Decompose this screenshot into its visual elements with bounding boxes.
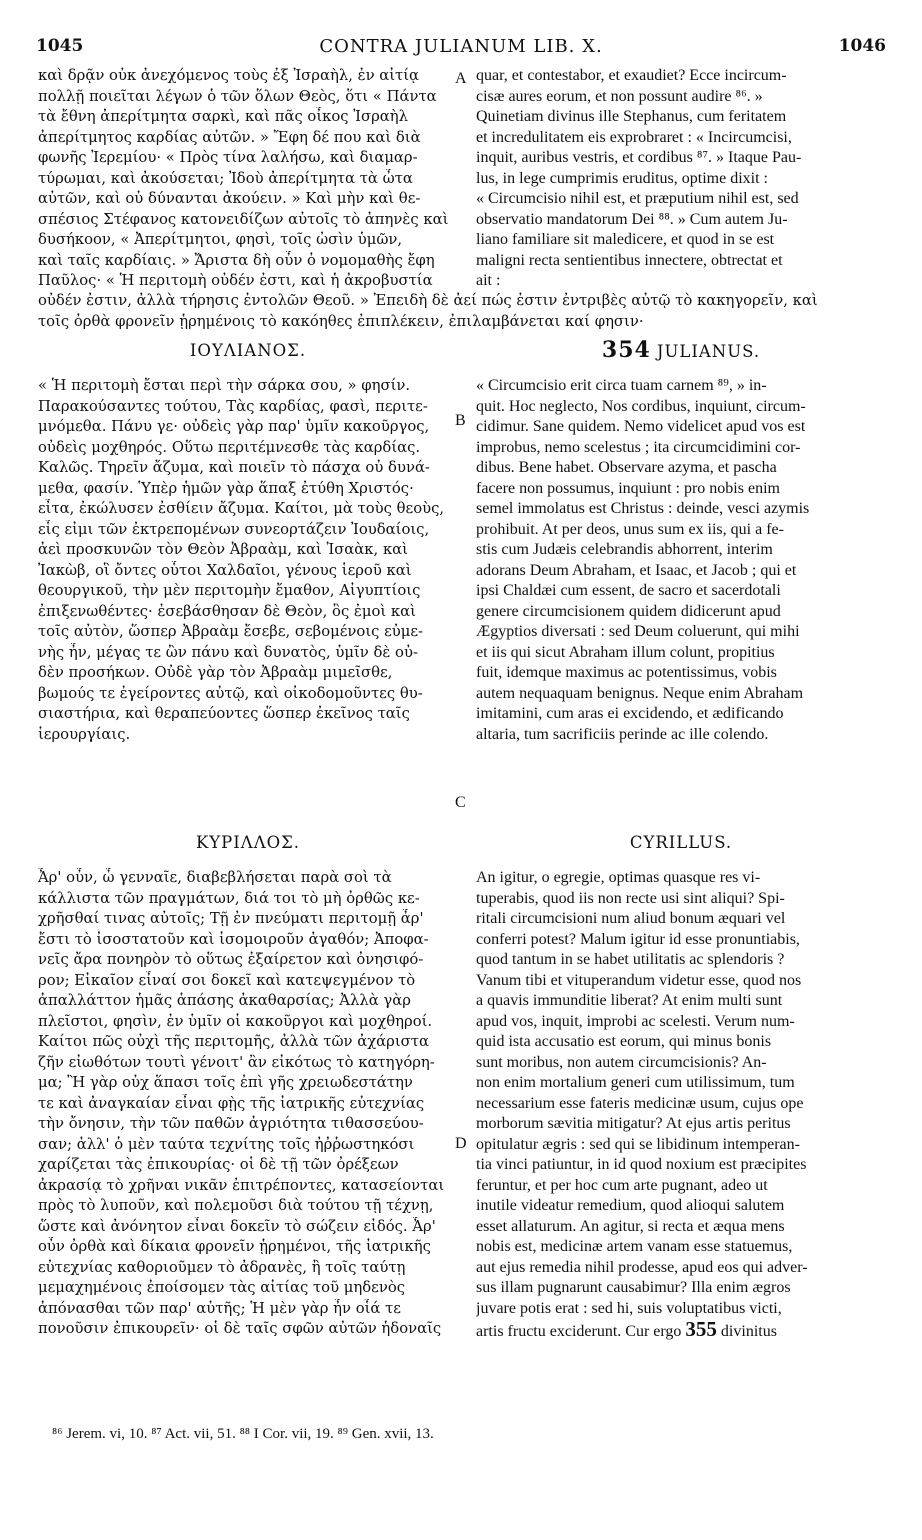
- text-line: sus illam pugnarunt causabimur? Illa enim ægros: [476, 1279, 791, 1296]
- page-ref-number: 354: [601, 337, 651, 363]
- heading-cyrillus: CYRILLUS.: [629, 833, 733, 852]
- text-line: νεῖς ἄρα πονηρὸν τὸ οὕτως ἐξαίρετον καὶ ὀνησιφό-: [38, 951, 424, 968]
- section-marker-a: A: [455, 70, 467, 87]
- text-line: juvare potis erat : sed hi, suis voluptatibus victi,: [476, 1299, 782, 1317]
- text-line: Ἆρ' οὖν, ὦ γενναῖε, διαβεβλήσεται παρὰ σοὶ τὰ: [38, 869, 392, 886]
- text-line: χαρίζεται τὰς ἐπικουρίας· οἱ δὲ τῇ τῶν ὀρέξεων: [38, 1156, 399, 1173]
- text-line: stis cum Judæis celebrandis abhorrent, interim: [476, 541, 773, 558]
- text-line: quod tantum in se habet utilitatis ac splendoris ?: [476, 951, 785, 968]
- text-line: cisæ aures eorum, et non possunt audire ⁸⁶. »: [476, 87, 763, 105]
- heading-julianos: ΙΟΥΛΙΑΝΟΣ.: [189, 341, 307, 360]
- text-line: apud vos, inquit, improbi ac scelesti. Verum num-: [476, 1012, 795, 1030]
- text-line: facere non possumus, inquiunt : pro nobis enim: [476, 479, 780, 497]
- text-line: εἶτα, ἐκώλυσεν ἐσθίειν ἄζυμα. Καίτοι, μὰ τοὺς θεοὺς,: [38, 500, 445, 517]
- text-line: ζῆν εἰωθότων τουτὶ γένοιτ' ἂν εἰκότως τὸ κατηγόρη-: [38, 1053, 435, 1071]
- text-line: inquit, auribus vestris, et cordibus ⁸⁷. » Itaque Pau-: [476, 149, 802, 166]
- text-line: τε καὶ ἀναγκαίαν εἶναι φῂς τῆς ἰατρικῆς εὐτεχνίας: [38, 1094, 425, 1112]
- text-line: necessarium esse fateris medicinæ usum, cujus ope: [476, 1094, 804, 1112]
- text-line: μα; Ἢ γὰρ οὐχ ἅπασι τοῖς ἐπὶ γῆς χρειωδεστάτην: [38, 1074, 413, 1091]
- text-line: semel immolatus est Christus : deinde, vesci azymis: [476, 500, 810, 517]
- text-line: et iis qui sicut Abraham illum colunt, propitius: [476, 643, 775, 661]
- top-latin-column: [476, 66, 886, 292]
- text-line: εἷς εἰμι τῶν ἐκτρεπομένων συνεορτάζειν Ἰουδαίοις,: [38, 520, 430, 538]
- text-line: genere circumcisionem quidem didicerunt apud: [476, 602, 781, 620]
- left-page-number: 1045: [36, 36, 84, 56]
- text-line: Quinetiam divinus ille Stephanus, cum feritatem: [476, 108, 787, 125]
- text-line: σαν; ἀλλ' ὁ μὲν ταύτα τεχνίτης τοῖς ἠῤῥωστηκόσι: [38, 1135, 415, 1153]
- text-line: ἀπερίτμητος καρδίας αὐτῶν. » Ἔφη δέ που καὶ διὰ: [38, 128, 421, 146]
- text-line: opitulatur ægris : sed qui se libidinum intemperan-: [476, 1135, 800, 1153]
- text-line: δὲν προσήκων. Οὐδὲ γὰρ τὸν Ἀβραὰμ μιμεῖσθε,: [38, 664, 393, 681]
- text-line: non enim mortalium generi cum utilissimum, tum: [476, 1074, 795, 1091]
- text-line: θεουργικοῦ, τὴν μὲν περιτομὴν ἔμαθον, Αἰγυπτίοις: [38, 582, 421, 599]
- text-line: Vanum tibi et vituperandum videtur esse, quod nos: [476, 971, 802, 989]
- text-line: δυσήκοον, « Ἀπερίτμητοι, φησὶ, τοῖς ὠσὶν ὑμῶν,: [38, 231, 403, 248]
- julian-latin-column: [476, 376, 886, 745]
- text-line: esset allaturum. An agitur, si recta et æqua mens: [476, 1217, 785, 1235]
- text-line: quar, et contestabor, et exaudiet? Ecce incircum-: [476, 67, 787, 84]
- cyril-greek-column: [38, 868, 458, 1340]
- text-line: sunt moribus, non autem circumcisionis? An-: [476, 1053, 767, 1071]
- text-line: ρον; Εἰκαῖον εἶναί σοι δοκεῖ καὶ κατεψεγμένον τὸ: [38, 971, 416, 989]
- text-fragment: artis fructu exciderunt. Cur ergo: [476, 1323, 682, 1340]
- text-line: καὶ δρᾷν οὐκ ἀνεχόμενος τοὺς ἐξ Ἰσραὴλ, ἐν αἰτίᾳ: [38, 67, 420, 84]
- text-line: νὴς ἦν, μέγας τε ὢν πάνυ καὶ δυνατὸς, ὑμῖν δὲ οὐ-: [38, 643, 418, 661]
- text-line: οὖν ὀρθὰ καὶ δίκαια φρονεῖν ᾑρημένοι, τῆς ἰατρικῆς: [38, 1238, 431, 1255]
- text-line: Παρακούσαντες τούτου, Τὰς καρδίας, φασὶ, περιτε-: [38, 397, 428, 415]
- text-line: dibus. Bene habet. Observare azyma, et pascha: [476, 459, 777, 476]
- text-line: Καλῶς. Τηρεῖν ἄζυμα, καὶ ποιεῖν τὸ πάσχα οὐ δυνά-: [38, 459, 430, 476]
- heading-label: JULIANUS.: [656, 342, 761, 361]
- text-line: autem nequaquam benignus. Neque enim Abraham: [476, 684, 804, 702]
- text-line: feruntur, et per hoc cum arte pugnant, adeo ut: [476, 1176, 768, 1194]
- text-line: ἔστι τὸ ἰσοστατοῦν καὶ ἰσομοιροῦν ἀγαθόν; Ἀποφα-: [38, 930, 429, 948]
- text-line: Ægyptios diversati : sed Deum coluerunt, qui mihi: [476, 623, 800, 640]
- text-line: aut ejus remedia nihil prodesse, apud eos qui adver-: [476, 1258, 808, 1276]
- section-marker-c: C: [455, 794, 466, 811]
- text-line: ἱερουργίαις.: [38, 725, 131, 743]
- text-line: τὴν ὄνησιν, τὴν τῶν παθῶν ἀγριότητα τιθασσεύου-: [38, 1115, 424, 1132]
- text-line: ἐπιξενωθέντες· ἐσεβάσθησαν δὲ Θεὸν, ὃς ἐμοὶ καὶ: [38, 602, 416, 620]
- text-line: καὶ ταῖς καρδίαις. » Ἄριστα δὴ οὖν ὁ νομομαθὴς ἔφη: [38, 251, 435, 269]
- top-greek-column: [38, 66, 458, 292]
- text-line: altaria, tum sacrificiis perinde ac ille colendo.: [476, 725, 769, 743]
- text-line: φωνῆς Ἰερεμίου· « Πρὸς τίνα λαλήσω, καὶ διαμαρ-: [38, 149, 418, 166]
- text-line: fuit, idemque maximus ac potentissimus, vobis: [476, 664, 777, 681]
- text-line: morborum sævitia mitigatur? At ejus artis peritus: [476, 1115, 791, 1132]
- text-line: « Circumcisio erit circa tuam carnem ⁸⁹, » in-: [476, 377, 767, 394]
- text-line: a quavis immunditie liberat? At enim multi sunt: [476, 992, 783, 1009]
- text-line: improbus, nemo scelestus ; ita circumcidimini cor-: [476, 438, 801, 456]
- text-line: An igitur, o egregie, optimas quasque res vi-: [476, 869, 761, 886]
- spanning-greek-lines: [38, 291, 888, 332]
- text-line: ipsi Chaldæi cum essent, de sacro et sacerdotali: [476, 582, 781, 599]
- text-line: quit. Hoc neglecto, Nos cordibus, inquiunt, circum-: [476, 397, 806, 415]
- text-line: οὐδεὶς μοχθηρός. Οὕτω περιτέμνεσθε τὰς καρδίας.: [38, 438, 421, 456]
- text-line: μεθα, φασίν. Ὑπὲρ ἡμῶν γὰρ ἅπαξ ἐτύθη Χριστός·: [38, 479, 414, 497]
- text-line: πλεῖστοι, φησὶν, ἐν ὑμῖν οἱ κακοῦργοι καὶ μοχθηροί.: [38, 1012, 433, 1030]
- text-line: prohibuit. At per deos, unus sum ex iis, qui a fe-: [476, 520, 784, 538]
- text-line: cidimur. Sane quidem. Nemo videlicet apud vos est: [476, 418, 806, 435]
- right-page-number: 1046: [838, 36, 886, 56]
- cyril-latin-column: [476, 868, 886, 1340]
- text-line: ἀπαλλάττον ἡμᾶς ἁπάσης ἀκαθαρσίας; Ἀλλὰ γὰρ: [38, 992, 411, 1009]
- running-header-title: CONTRA JULIANUM LIB. X.: [319, 36, 603, 57]
- text-line: « Circumcisio nihil est, et præputium nihil est, sed: [476, 190, 799, 207]
- text-fragment: divinitus: [720, 1323, 777, 1340]
- text-line: τοῖς αὐτὸν, ὥσπερ Ἀβραὰμ ἔσεβε, σεβομένοις εὐμε-: [38, 623, 424, 640]
- text-line: observatio mandatorum Dei ⁸⁸. » Cum autem Ju-: [476, 210, 788, 228]
- text-line: « Ἡ περιτομὴ ἔσται περὶ τὴν σάρκα σου, » φησίν.: [38, 377, 411, 394]
- text-line: πολλῇ ποιεῖται λέγων ὁ τῶν ὅλων Θεὸς, ὅτι « Πάντα: [38, 87, 437, 105]
- footnotes: ⁸⁶ Jerem. vi, 10. ⁸⁷ Act. vii, 51. ⁸⁸ I Cor. vii, 19. ⁸⁹ Gen. xvii, 13.: [52, 1426, 434, 1442]
- text-line: ἀπόνασθαι τῶν παρ' αὐτῆς; Ἡ μὲν γὰρ ἦν οἷά τε: [38, 1299, 401, 1317]
- text-line: maligni recta sentientibus innectere, obtrectat et: [476, 251, 783, 269]
- text-line: ritali circumcisioni num aliud bonum æquari vel: [476, 910, 786, 927]
- heading-julianus: [476, 336, 886, 364]
- text-line: et incredulitatem eis exprobraret : « Incircumcisi,: [476, 128, 792, 146]
- text-line: ait :: [476, 272, 501, 289]
- text-line: πρὸς τὸ λυποῦν, καὶ πολεμοῦσι διὰ τούτου τῇ τέχνῃ,: [38, 1197, 434, 1214]
- text-line: μνόμεθα. Πάνυ γε· οὐδεὶς γὰρ παρ' ὑμῖν κακοῦργος,: [38, 418, 430, 435]
- text-line: κάλλιστα τῶν πραγμάτων, διά τοι τὸ μὴ ὀρθῶς κε-: [38, 889, 420, 907]
- heading-kyrillos: ΚΥΡΙΛΛΟΣ.: [195, 833, 301, 852]
- text-line: tia vinci patiuntur, in id quod noxium est præcipites: [476, 1156, 807, 1173]
- text-line: ἀεὶ προσκυνῶν τὸν Θεὸν Ἀβραὰμ, καὶ Ἰσαὰκ, καὶ: [38, 541, 408, 558]
- text-line: Παῦλος· « Ἡ περιτομὴ οὐδέν ἐστι, καὶ ἡ ἀκροβυστία: [38, 272, 433, 289]
- text-line: imitamini, cum aras ei excidendo, et ædificando: [476, 705, 784, 722]
- text-line: inutile videatur remedium, quod alioqui salutem: [476, 1197, 785, 1214]
- section-marker-d: D: [455, 1135, 467, 1152]
- text-line: σιαστήρια, καὶ θεραπεύοντες ὥσπερ ἐκεῖνος ταῖς: [38, 705, 410, 722]
- text-line: Καίτοι πῶς οὐχὶ τῆς περιτομῆς, ἀλλὰ τῶν ἀχάριστα: [38, 1033, 429, 1050]
- text-line: liano familiare sit maledicere, et quod in se est: [476, 231, 775, 248]
- page-ref-number: 355: [685, 1319, 717, 1340]
- text-line: lus, in lege cumprimis eruditus, optime dixit :: [476, 169, 768, 187]
- text-line: πονοῦσιν ἐπικουρεῖν· οἱ δὲ ταῖς σφῶν αὐτῶν ἡδοναῖς: [38, 1320, 442, 1337]
- text-line: quid ista accusatio est eorum, qui minus bonis: [476, 1033, 772, 1050]
- text-line: τύρωμαι, καὶ ἀκούσεται; Ἰδοὺ ἀπερίτμητα τὰ ὦτα: [38, 169, 413, 187]
- text-line: conferri potest? Malum igitur id esse pronuntiabis,: [476, 930, 800, 948]
- text-line: οὐδέν ἐστιν, ἀλλὰ τήρησις ἐντολῶν Θεοῦ. » Ἐπειδὴ δὲ ἀεί πώς ἐστιν ἐντριβὲς αὐτῷ τὸ κακηγορεῖν, καὶ: [38, 292, 818, 309]
- text-line: μεμαχημένοις ἐποίσομεν τὰς αἰτίας τοῦ μηδενὸς: [38, 1279, 406, 1296]
- text-line: τοῖς ὀρθὰ φρονεῖν ᾑρημένοις τὸ κακόηθες ἐπιπλέκειν, ἐπιλαμβάνεται καί φησιν·: [38, 312, 644, 330]
- text-line: Ἰακὼβ, οἳ ὄντες οὗτοι Χαλδαῖοι, γένους ἱεροῦ καὶ: [38, 561, 412, 579]
- text-line: βωμούς τε ἐγείροντες αὐτῷ, καὶ οἰκοδομοῦντες θυ-: [38, 684, 423, 702]
- text-line: εὐτεχνίας καθοριοῦμεν τὸ ἀδρανὲς, ἢ τοῖς ταύτῃ: [38, 1258, 406, 1276]
- julian-greek-column: [38, 376, 458, 745]
- text-line: σπέσιος Στέφανος κατονειδίζων αὐτοῖς τὸ ἀπηνὲς καὶ: [38, 210, 449, 228]
- text-line: τὰ ἔθνη ἀπερίτμητα σαρκὶ, καὶ πᾶς οἶκος Ἰσραὴλ: [38, 108, 409, 125]
- text-line: adorans Deum Abraham, et Isaac, et Jacob ; qui et: [476, 561, 797, 579]
- section-marker-b: B: [455, 412, 466, 429]
- text-line: ἀκρασίᾳ τὸ χρῆναι νικᾶν ἐπιτρέποντες, κατασείονται: [38, 1176, 445, 1194]
- text-line: χρῆσθαί τινας αὐτοῖς; Τῇ ἐν πνεύματι περιτομῇ ἆρ': [38, 910, 424, 927]
- text-line: nobis est, medicinæ artem vanam esse statuemus,: [476, 1238, 793, 1255]
- text-line: ὥστε καὶ ἀνόνητον εἶναι δοκεῖν τὸ σώζειν εἰδός. Ἆρ': [38, 1217, 436, 1235]
- text-line: αὐτῶν, καὶ οὐ δύνανται ἀκούειν. » Καὶ μὴν καὶ θε-: [38, 190, 421, 207]
- text-line: tuperabis, quod iis non recte usi sint aliqui? Spi-: [476, 889, 785, 907]
- text-line-last: [476, 1319, 886, 1340]
